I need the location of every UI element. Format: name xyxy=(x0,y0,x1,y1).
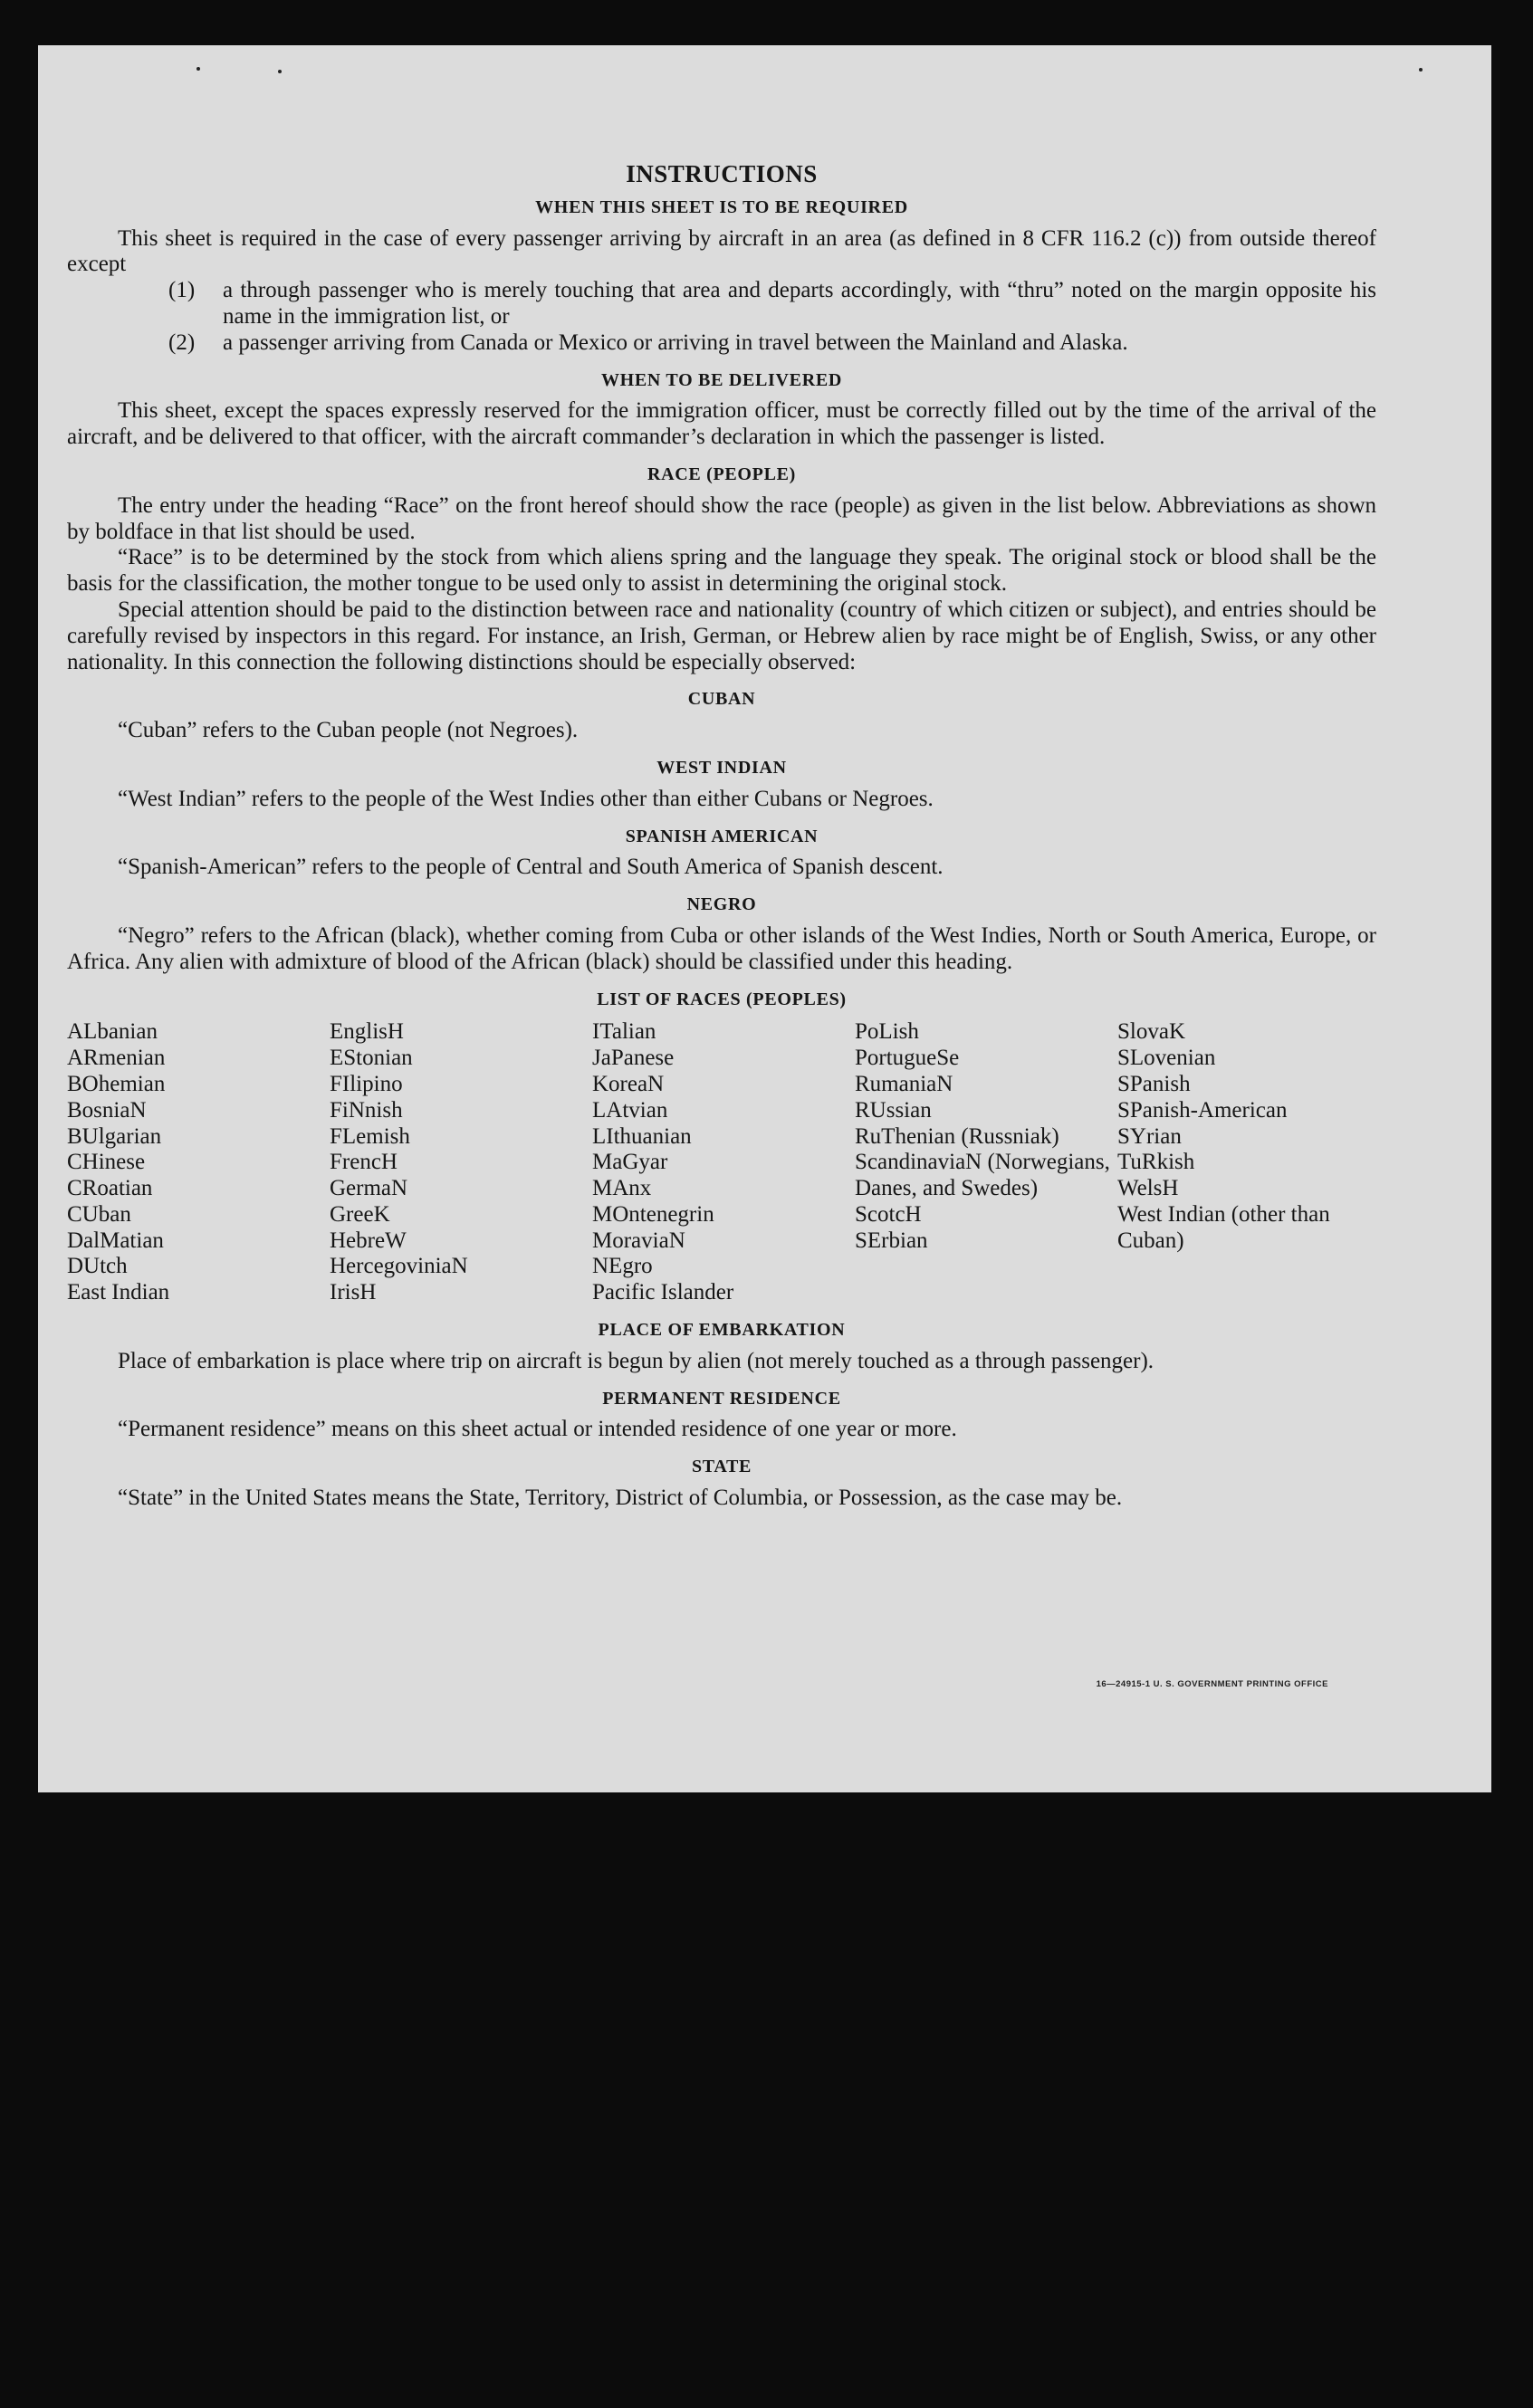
race-entry: East Indian xyxy=(67,1280,170,1305)
race-entry: DUtch xyxy=(67,1254,128,1279)
race-column-2 xyxy=(330,1019,589,1306)
race-paragraph-3: Special attention should be paid to the distinction between race and nationality (country of which citizen or subject), and entries should be carefully revised by inspectors in this regard. For instance, an Irish, German, or Hebrew alien by race might be of English, Swiss, or any other nationality. In this connection the following distinctions should be especially observed: xyxy=(67,597,1376,674)
cuban-text: “Cuban” refers to the Cuban people (not Negroes). xyxy=(118,718,579,743)
item-number: (1) xyxy=(168,278,196,303)
race-entry: ARmenian xyxy=(67,1046,166,1071)
race-entry: FiNnish xyxy=(330,1097,403,1123)
race-entry: EStonian xyxy=(330,1046,413,1071)
section-heading-west-indian: WEST INDIAN xyxy=(656,757,787,778)
section-heading-required: WHEN THIS SHEET IS TO BE REQUIRED xyxy=(535,196,908,217)
race-entry: FIlipino xyxy=(330,1071,403,1096)
item-text: a through passenger who is merely touching that area and departs accordingly, with “thru” noted on the margin opposite his name in the immigration list, or xyxy=(223,278,1376,329)
section-heading-cuban: CUBAN xyxy=(687,689,756,710)
race-entry: West Indian (other than Cuban) xyxy=(1117,1201,1330,1253)
race-entry: CRoatian xyxy=(67,1176,153,1201)
race-entry: SLovenian xyxy=(1117,1046,1216,1071)
section-heading-list: LIST OF RACES (PEOPLES) xyxy=(597,989,847,1009)
residence-text: “Permanent residence” means on this sheet actual or intended residence of one year or more. xyxy=(118,1417,957,1442)
race-entry: CUban xyxy=(67,1201,131,1227)
race-entry: LAtvian xyxy=(592,1097,668,1123)
race-entry: ScandinaviaN (Norwegians, Danes, and Swedes) xyxy=(855,1150,1110,1201)
race-entry: MaGyar xyxy=(592,1150,668,1175)
section-heading-race: RACE (PEOPLE) xyxy=(647,463,797,484)
scan-speck xyxy=(196,67,200,71)
race-entry: BosniaN xyxy=(67,1097,147,1123)
race-entry: SErbian xyxy=(855,1228,928,1253)
section-heading-embarkation: PLACE OF EMBARKATION xyxy=(598,1320,846,1341)
race-entry: PortugueSe xyxy=(855,1046,960,1071)
race-entry: TuRkish xyxy=(1117,1150,1195,1175)
race-entry: JaPanese xyxy=(592,1046,675,1071)
required-item-2 xyxy=(168,330,1376,357)
race-entry: RUssian xyxy=(855,1097,932,1123)
race-entry: NEgro xyxy=(592,1254,653,1279)
race-entry: GreeK xyxy=(330,1201,390,1227)
delivered-text: This sheet, except the spaces expressly reserved for the immigration officer, must be correctly filled out by the time of the arrival of the aircraft, and be delivered to that officer, with the aircraft commander’s declaration in which the passenger is listed. xyxy=(67,398,1376,450)
race-entry: RuThenian (Russniak) xyxy=(855,1123,1059,1149)
state-text: “State” in the United States means the State, Territory, District of Columbia, or Possession, as the case may be. xyxy=(118,1486,1123,1511)
spanish-american-text: “Spanish-American” refers to the people of Central and South America of Spanish descent. xyxy=(118,855,944,880)
race-entry: SlovaK xyxy=(1117,1019,1185,1045)
race-entry: FLemish xyxy=(330,1123,410,1149)
race-entry: RumaniaN xyxy=(855,1071,953,1096)
race-entry: EnglisH xyxy=(330,1019,404,1045)
required-intro: This sheet is required in the case of every passenger arriving by aircraft in an area (as defined in 8 CFR 116.2 (c)) from outside thereof except xyxy=(67,225,1376,277)
race-entry: ITalian xyxy=(592,1019,656,1045)
race-entry: PoLish xyxy=(855,1019,919,1045)
required-item-1 xyxy=(168,278,1376,330)
race-column-3 xyxy=(592,1019,851,1306)
race-paragraph-2: “Race” is to be determined by the stock from which aliens spring and the language they speak. The original stock or blood shall be the basis for the classification, the mother tongue to be used only to assist in determining the original stock. xyxy=(67,545,1376,597)
race-entry: MAnx xyxy=(592,1176,652,1201)
section-heading-delivered: WHEN TO BE DELIVERED xyxy=(600,369,843,390)
west-indian-text: “West Indian” refers to the people of the West Indies other than either Cubans or Negroes. xyxy=(118,786,934,811)
race-entry: BUlgarian xyxy=(67,1123,162,1149)
negro-text: “Negro” refers to the African (black), whether coming from Cuba or other islands of the West Indies, North or South America, Europe, or Africa. Any alien with admixture of blood of the African (black) should be classified under this heading. xyxy=(67,922,1376,974)
race-entry: HercegoviniaN xyxy=(330,1254,468,1279)
race-column-5 xyxy=(1117,1019,1376,1306)
item-text: a passenger arriving from Canada or Mexico or arriving in travel between the Mainland and Alaska. xyxy=(223,330,1128,355)
page-title: INSTRUCTIONS xyxy=(626,160,818,187)
race-entry: ALbanian xyxy=(67,1019,158,1045)
race-entry: DalMatian xyxy=(67,1228,164,1253)
embarkation-text: Place of embarkation is place where trip on aircraft is begun by alien (not merely touched as a through passenger). xyxy=(118,1348,1155,1373)
race-entry: HebreW xyxy=(330,1228,407,1253)
scan-speck xyxy=(1419,68,1423,72)
document-content xyxy=(67,161,1376,1512)
race-entry: SPanish-American xyxy=(1117,1097,1288,1123)
section-heading-negro: NEGRO xyxy=(686,894,757,915)
race-paragraph-1: The entry under the heading “Race” on the front hereof should show the race (people) as given in the list below. Abbreviations as shown by boldface in that list should be used. xyxy=(67,492,1376,544)
scan-speck xyxy=(278,70,282,73)
document-sheet xyxy=(38,45,1491,1792)
race-entry: FrencH xyxy=(330,1150,398,1175)
race-entry: CHinese xyxy=(67,1150,146,1175)
race-entry: GermaN xyxy=(330,1176,408,1201)
race-column-4 xyxy=(855,1019,1114,1306)
race-entry: SYrian xyxy=(1117,1123,1182,1149)
race-entry: WelsH xyxy=(1117,1176,1179,1201)
race-entry: SPanish xyxy=(1117,1071,1191,1096)
section-heading-state: STATE xyxy=(691,1457,752,1477)
race-entry: MOntenegrin xyxy=(592,1201,714,1227)
section-heading-spanish-american: SPANISH AMERICAN xyxy=(625,826,819,846)
race-entry: IrisH xyxy=(330,1280,377,1305)
race-entry: KoreaN xyxy=(592,1071,665,1096)
race-entry: ScotcH xyxy=(855,1201,922,1227)
race-entry: BOhemian xyxy=(67,1071,166,1096)
section-heading-residence: PERMANENT RESIDENCE xyxy=(602,1388,841,1409)
printing-office-code: 16—24915-1 U. S. GOVERNMENT PRINTING OFFICE xyxy=(1096,1679,1328,1689)
item-number: (2) xyxy=(168,330,196,355)
race-entry: MoraviaN xyxy=(592,1228,685,1253)
race-column-1 xyxy=(67,1019,326,1306)
race-entry: LIthuanian xyxy=(592,1123,692,1149)
race-list xyxy=(67,1019,1376,1306)
race-entry: Pacific Islander xyxy=(592,1280,734,1305)
